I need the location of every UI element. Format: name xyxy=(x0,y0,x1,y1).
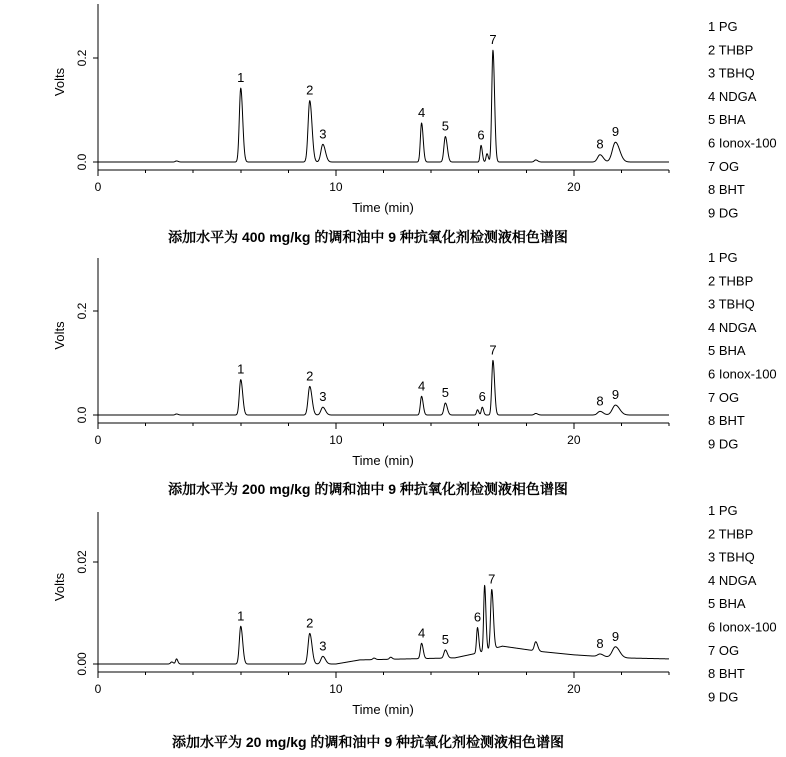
legend-entry: 4 NDGA xyxy=(708,319,757,335)
y-tick-label: 0.00 xyxy=(75,652,89,676)
peak-label: 1 xyxy=(237,70,245,86)
legend-entry: 7 OG xyxy=(708,158,740,174)
legend-entry: 2 THBP xyxy=(708,526,754,542)
y-axis-title: Volts xyxy=(52,67,67,97)
legend-entry: 4 NDGA xyxy=(708,572,757,588)
legend-entry: 8 BHT xyxy=(708,666,745,682)
legend-entry: 8 BHT xyxy=(708,182,745,198)
legend-entry: 7 OG xyxy=(708,389,740,405)
chart-caption: 添加水平为 400 mg/kg 的调和油中 9 种抗氧化剂检测液相色谱图 xyxy=(168,229,568,245)
legend-entry: 9 DG xyxy=(708,205,739,221)
peak-label: 3 xyxy=(319,126,327,142)
peak-label: 8 xyxy=(596,136,604,152)
legend-entry: 3 TBHQ xyxy=(708,549,755,565)
x-axis-title: Time (min) xyxy=(352,702,414,717)
peak-label: 7 xyxy=(489,32,497,48)
x-tick-label: 20 xyxy=(567,433,581,447)
peak-label: 5 xyxy=(441,118,449,134)
peak-label: 7 xyxy=(488,571,496,587)
chromatogram-trace xyxy=(98,360,669,415)
peak-label: 2 xyxy=(306,82,314,98)
legend-entry: 9 DG xyxy=(708,689,739,705)
peak-label: 9 xyxy=(611,387,620,403)
peak-label: 3 xyxy=(319,638,327,654)
legend-entry: 6 Ionox-100 xyxy=(708,619,777,635)
peak-label: 1 xyxy=(237,361,245,377)
x-tick-label: 10 xyxy=(329,682,343,696)
y-tick-label: 0.2 xyxy=(75,49,89,67)
legend-entry: 9 DG xyxy=(708,436,739,452)
legend-entry: 6 Ionox-100 xyxy=(708,366,777,382)
legend-entry: 4 NDGA xyxy=(708,88,757,104)
x-tick-label: 20 xyxy=(567,180,581,194)
x-tick-label: 0 xyxy=(94,180,102,194)
legend-entry: 2 THBP xyxy=(708,42,754,58)
peak-label: 4 xyxy=(417,105,426,120)
peak-label: 2 xyxy=(306,368,314,384)
x-axis-title: Time (min) xyxy=(352,453,414,468)
peak-label: 8 xyxy=(596,393,604,409)
peak-label: 2 xyxy=(306,615,314,631)
peak-label: 8 xyxy=(596,635,604,651)
legend-entry: 5 BHA xyxy=(708,112,746,128)
chart-panel-3 xyxy=(52,503,777,750)
x-tick-label: 20 xyxy=(567,682,581,696)
peak-label: 6 xyxy=(478,389,486,405)
y-tick-label: 0.0 xyxy=(75,153,89,171)
peak-label: 7 xyxy=(489,342,497,358)
peak-label: 1 xyxy=(237,608,245,624)
y-tick-label: 0.2 xyxy=(75,302,89,320)
peak-label: 3 xyxy=(319,389,327,405)
x-tick-label: 10 xyxy=(329,433,343,447)
peak-label: 6 xyxy=(477,127,485,143)
x-tick-label: 10 xyxy=(329,180,343,194)
legend-entry: 8 BHT xyxy=(708,413,745,429)
y-axis-title: Volts xyxy=(52,572,67,602)
peak-label: 9 xyxy=(611,124,620,140)
legend-entry: 3 TBHQ xyxy=(708,65,755,81)
chart-panel-2 xyxy=(52,250,777,497)
chart-caption: 添加水平为 200 mg/kg 的调和油中 9 种抗氧化剂检测液相色谱图 xyxy=(168,481,568,497)
peak-label: 5 xyxy=(441,631,449,647)
peak-label: 5 xyxy=(441,385,449,401)
peak-label: 9 xyxy=(611,628,620,644)
x-axis-title: Time (min) xyxy=(352,200,414,215)
legend-entry: 5 BHA xyxy=(708,596,746,612)
peak-label: 4 xyxy=(417,378,426,394)
x-tick-label: 0 xyxy=(94,682,102,696)
peak-label: 6 xyxy=(473,609,482,625)
y-tick-label: 0.02 xyxy=(75,550,89,574)
chart-panel-1 xyxy=(52,4,777,245)
peak-label: 4 xyxy=(417,625,426,641)
legend-entry: 7 OG xyxy=(708,642,740,658)
legend-entry: 1 PG xyxy=(708,19,738,34)
chromatogram-trace xyxy=(98,585,669,664)
chart-caption: 添加水平为 20 mg/kg 的调和油中 9 种抗氧化剂检测液相色谱图 xyxy=(171,734,565,750)
legend-entry: 6 Ionox-100 xyxy=(708,135,777,151)
legend-entry: 3 TBHQ xyxy=(708,296,755,312)
x-tick-label: 0 xyxy=(94,433,102,447)
legend-entry: 2 THBP xyxy=(708,273,754,289)
legend-entry: 1 PG xyxy=(708,503,738,518)
y-axis-title: Volts xyxy=(52,321,67,350)
legend-entry: 5 BHA xyxy=(708,343,746,359)
legend-entry: 1 PG xyxy=(708,250,738,265)
y-tick-label: 0.0 xyxy=(75,406,89,424)
chromatogram-trace xyxy=(98,50,669,162)
